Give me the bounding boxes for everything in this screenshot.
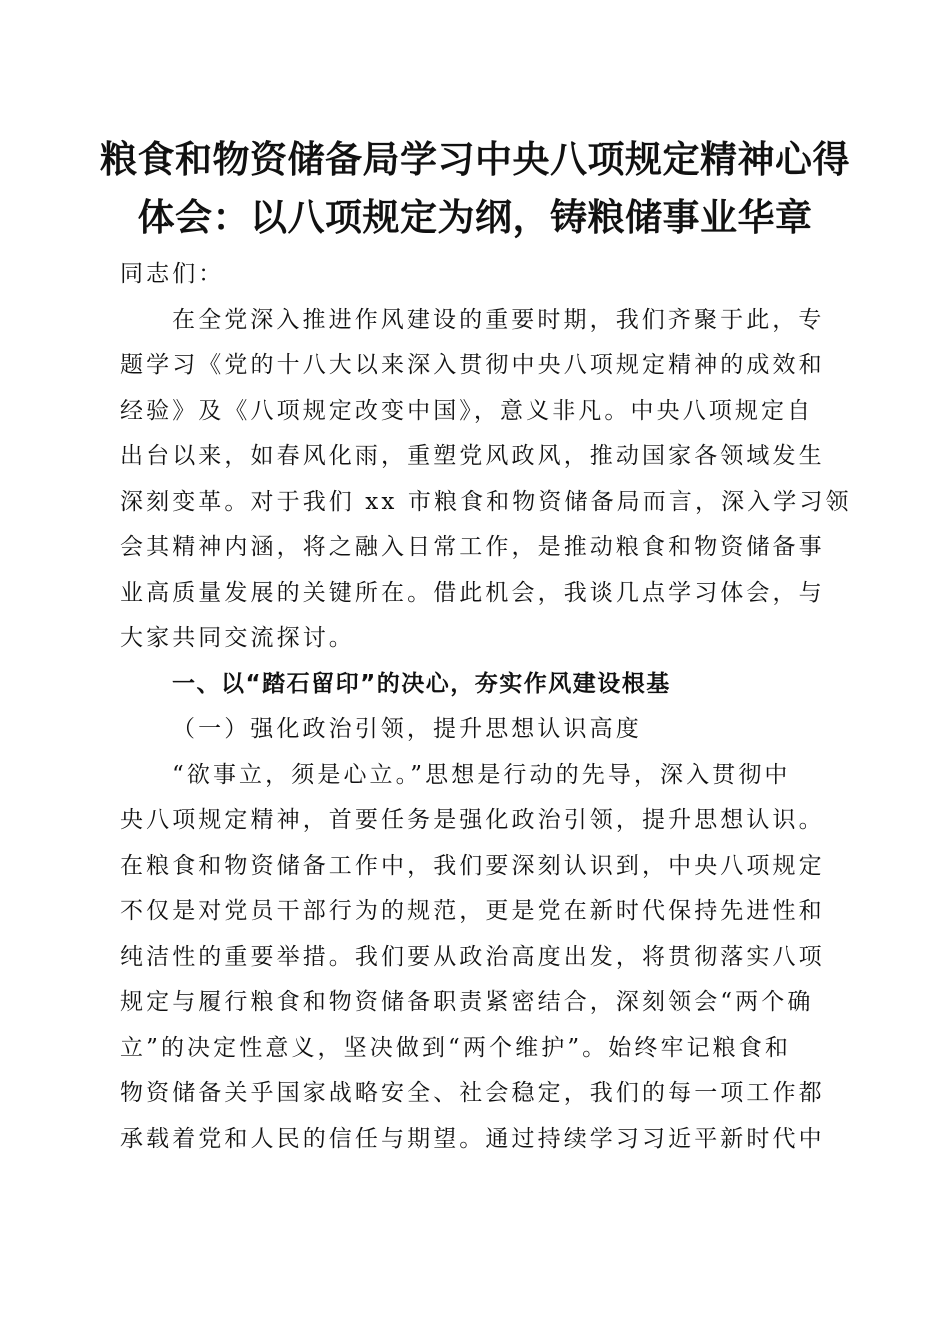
- paragraph-line: 央八项规定精神，首要任务是强化政治引领，提升思想认识。: [120, 807, 825, 833]
- paragraph-line: 纯洁性的重要举措。我们要从政治高度出发，将贯彻落实八项: [120, 943, 825, 970]
- subsection-heading: （一）强化政治引领，提升思想认识高度: [172, 716, 642, 742]
- paragraph-line: 承载着党和人民的信任与期望。通过持续学习习近平新时代中: [120, 1125, 825, 1152]
- paragraph-line: 题学习《党的十八大以来深入贯彻中央八项规定精神的成效和: [120, 352, 825, 378]
- paragraph-line: 业高质量发展的关键所在。借此机会，我谈几点学习体会，与: [120, 579, 825, 606]
- paragraph-line: 物资储备关乎国家战略安全、社会稳定，我们的每一项工作都: [120, 1080, 825, 1106]
- paragraph-line: 深刻变革。对于我们 xx 市粮食和物资储备局而言，深入学习领: [120, 488, 852, 515]
- paragraph-line: 会其精神内涵，将之融入日常工作，是推动粮食和物资储备事: [120, 534, 825, 560]
- title-line: 体会：以八项规定为纲，铸粮储事业华章: [137, 196, 813, 239]
- paragraph-line: 规定与履行粮食和物资储备职责紧密结合，深刻领会“两个确: [120, 989, 814, 1015]
- paragraph-line: 在全党深入推进作风建设的重要时期，我们齐聚于此，专: [172, 306, 825, 333]
- document-body: [120, 252, 852, 1162]
- section-heading: 一、以“踏石留印”的决心，夯实作风建设根基: [172, 670, 671, 697]
- title-line: 粮食和物资储备局学习中央八项规定精神心得: [100, 138, 850, 181]
- paragraph-line: 大家共同交流探讨。: [120, 625, 355, 651]
- paragraph-line: 立”的决定性意义，坚决做到“两个维护”。始终牢记粮食和: [120, 1034, 791, 1061]
- paragraph-line: “欲事立，须是心立。”思想是行动的先导，深入贯彻中: [172, 761, 791, 788]
- paragraph-line: 不仅是对党员干部行为的规范，更是党在新时代保持先进性和: [120, 898, 825, 924]
- paragraph-line: 经验》及《八项规定改变中国》，意义非凡。中央八项规定自: [120, 397, 814, 424]
- paragraph-line: 在粮食和物资储备工作中，我们要深刻认识到，中央八项规定: [120, 852, 825, 879]
- salutation: 同志们：: [120, 261, 225, 287]
- paragraph-line: 出台以来，如春风化雨，重塑党风政风，推动国家各领域发生: [120, 443, 825, 469]
- document-title: [100, 131, 850, 247]
